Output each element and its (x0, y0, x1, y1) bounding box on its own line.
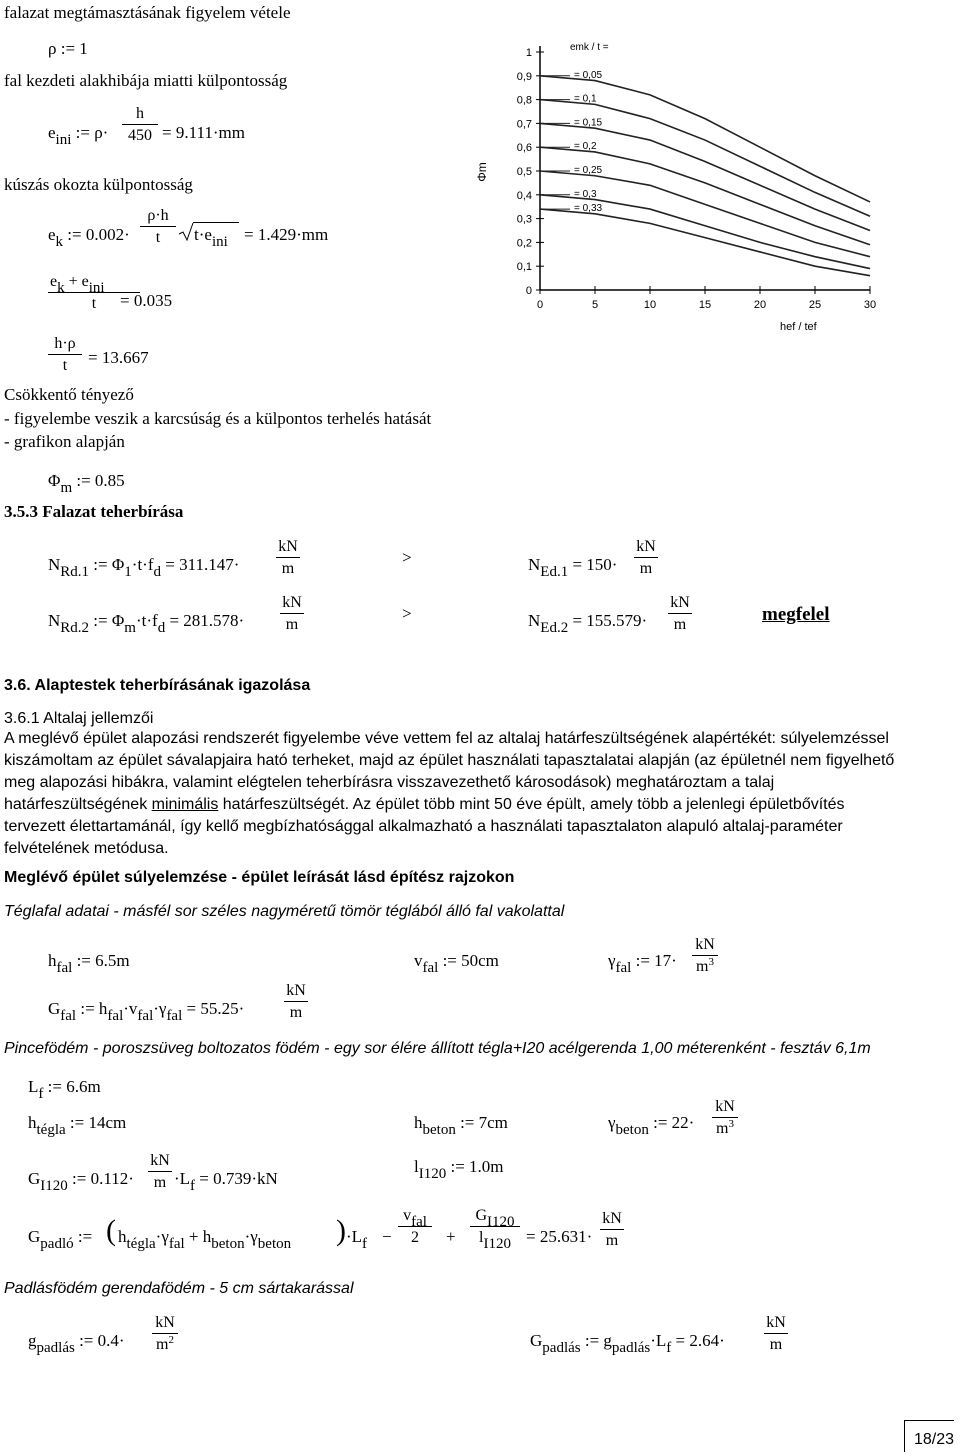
ratio-eccentricity-fraction: ek + eini t (48, 274, 140, 312)
ek-equation: ek := 0.002· (48, 225, 130, 250)
Gpadlo-minus: − (382, 1227, 392, 1246)
ek-result: = 1.429·mm (244, 225, 329, 244)
sqrt-sign (178, 222, 194, 242)
chart-x-tick-label: 0 (536, 299, 544, 311)
nrd2-gt: > (402, 604, 412, 623)
chart-x-tick-label: 20 (753, 299, 767, 311)
chart-y-tick-label: 0,6 (516, 142, 532, 155)
reduce-line-2: - grafikon alapján (4, 432, 125, 451)
chart-y-tick-label: 0,3 (516, 213, 532, 226)
chart-y-tick-label: 0,9 (516, 70, 532, 83)
htegla-definition: htégla := 14cm (28, 1113, 127, 1138)
chart-x-label: hef / tef (780, 321, 817, 333)
chart-series-line (540, 209, 870, 276)
chart-y-tick-label: 1 (525, 47, 532, 59)
basement-floor-title: Pincefödém - poroszsüveg boltozatos födém - egy sor élére állított tégla+I20 acélgerenda 1,00 méterenként - fesztáv 6,1m (4, 1040, 871, 1057)
page-number: 18/23 (904, 1420, 954, 1452)
vfal-definition: vfal := 50cm (414, 951, 499, 976)
eini-equation: eini := ρ· (48, 123, 109, 148)
Gpadlo-close-paren: ) (336, 1214, 346, 1247)
chart-legend-title: emk / t = (570, 42, 609, 53)
Gpadlo-inner: htégla·γfal + hbeton·γbeton (118, 1227, 292, 1252)
chart-x-tick-label: 30 (863, 299, 877, 311)
chart-legend-label: = 0,33 (574, 203, 603, 215)
ned2-equation: NEd.2 = 155.579· (528, 611, 648, 636)
section-361-title: 3.6.1 Altalaj jellemzői (4, 710, 154, 727)
Gpadlas-equation: Gpadlás := gpadlás·Lf = 2.64· (530, 1331, 725, 1356)
GI120-unit: $\frac{kN}{m}$ (148, 1153, 172, 1191)
section-353-title: 3.5.3 Falazat teherbírása (4, 502, 184, 521)
Gpadlo-fraction-vfal: vfal 2 (398, 1208, 432, 1246)
rho-definition: ρ := 1 (48, 39, 88, 58)
chart-y-tick-label: 0,8 (516, 94, 532, 107)
Gpadlo-plus: + (446, 1227, 456, 1246)
chart-legend-label: = 0,25 (574, 165, 603, 176)
ek-root-content: t·eini (194, 225, 228, 250)
Gpadlo-result: = 25.631· (526, 1227, 593, 1246)
ek-fraction: $\frac{\rho\cdot h}{t}$ (140, 208, 176, 246)
lI120-definition: lI120 := 1.0m (414, 1157, 504, 1182)
chart-y-tick-label: 0 (525, 285, 532, 297)
hfal-definition: hfal := 6.5m (48, 951, 130, 976)
GI120-tail: ·Lf = 0.739·kN (174, 1169, 278, 1194)
section-36-title: 3.6. Alaptestek teherbírásának igazolása (4, 677, 311, 694)
Gpadlo-lhs: Gpadló := (28, 1227, 93, 1252)
Gfal-equation: Gfal := hfal·vfal·γfal = 55.25· (48, 999, 245, 1024)
reduce-line-1: - figyelembe veszik a karcsúság és a külpontos terhelés hatását (4, 409, 432, 428)
Gpadlo-open-paren: ( (106, 1214, 116, 1247)
Gpadlo-unit: $\frac{kN}{m}$ (600, 1211, 624, 1249)
gammabeton-definition: γbeton := 22· (608, 1113, 695, 1138)
Lf-definition: Lf := 6.6m (28, 1077, 101, 1102)
chart-y-tick-label: 0,1 (516, 261, 532, 274)
nrd2-unit: $\frac{kN}{m}$ (280, 595, 304, 633)
wall-data-title: Téglafal adatai - másfél sor széles nagyméretű tömör téglából álló fal vakolattal (4, 903, 565, 920)
ned1-unit: $\frac{kN}{m}$ (634, 539, 658, 577)
verdict-label: megfelel (762, 604, 830, 625)
phi-chart (462, 40, 956, 340)
gammafal-definition: γfal := 17· (608, 951, 677, 976)
chart-x-tick-label: 5 (591, 299, 599, 311)
nrd1-unit: $\frac{kN}{m}$ (276, 539, 300, 577)
ned1-equation: NEd.1 = 150· (528, 555, 618, 580)
eini-result: = 9.111·mm (162, 123, 245, 142)
gpadlas-unit: $\frac{kN}{m^2}$ (152, 1315, 178, 1353)
reduce-title: Csökkentő tényező (4, 385, 134, 404)
Gfal-unit: $\frac{kN}{m}$ (284, 983, 308, 1021)
Gpadlo-lf: ·Lf (346, 1227, 368, 1252)
chart-y-label: Φm (475, 162, 489, 182)
chart-y-tick-label: 0,7 (516, 118, 532, 131)
phi-definition: Φm := 0.85 (48, 471, 125, 496)
chart-x-tick-label: 10 (643, 299, 657, 311)
chart-x-tick-label: 25 (808, 299, 822, 311)
chart-x-tick-label: 15 (698, 299, 712, 311)
section-title-bracing: falazat megtámasztásának figyelem vétele (4, 3, 291, 22)
gammabeton-unit: $\frac{kN}{m^3}$ (712, 1099, 738, 1137)
gammafal-unit: $\frac{kN}{m^3}$ (692, 937, 718, 975)
gpadlas-definition: gpadlás := 0.4· (28, 1331, 125, 1356)
nrd1-gt: > (402, 548, 412, 567)
Gpadlas-unit: $\frac{kN}{m}$ (764, 1315, 788, 1353)
hbeton-definition: hbeton := 7cm (414, 1113, 508, 1138)
Gpadlo-fraction-GI120: $\frac{GI120}{lI120}$ (470, 1208, 520, 1246)
chart-y-tick-label: 0,4 (516, 189, 532, 202)
ned2-unit: $\frac{kN}{m}$ (668, 595, 692, 633)
ratio-slenderness-fraction: $\frac{h\cdot\rho}{t}$ (48, 336, 82, 374)
eini-fraction: $\frac{h}{450}$ (122, 106, 158, 144)
chart-legend-label: = 0,15 (574, 117, 603, 129)
chart-legend-label: = 0,2 (574, 141, 597, 153)
ratio-slenderness-result: = 13.667 (88, 348, 149, 367)
chart-y-tick-label: 0,5 (516, 166, 532, 178)
nrd1-equation: NRd.1 := Φ1·t·fd = 311.147· (48, 555, 240, 580)
load-analysis-title: Meglévő épület súlyelemzése - épület leírását lásd építész rajzokon (4, 869, 515, 886)
chart-legend-label: = 0,3 (574, 188, 597, 200)
sqrt-bar (193, 222, 239, 223)
attic-floor-title: Padlásfödém gerendafödém - 5 cm sártakarással (4, 1280, 354, 1297)
chart-legend-label: = 0,1 (574, 93, 597, 105)
chart-legend-label: = 0,05 (574, 69, 603, 81)
chart-y-tick-label: 0,2 (516, 237, 532, 250)
GI120-equation: GI120 := 0.112· (28, 1169, 134, 1194)
soil-paragraph: A meglévő épület alapozási rendszerét figyelembe véve vettem fel az altalaj határfeszültségének alapértékét: súlyelemzéssel kiszámoltam az épület sávalapjaira ható terheket, majd az épület használati tapasztalatai alapján (az épületnél nem figyelhető meg alapozási hibákra, valamint elégtelen teherbírásra visszavezethető károsodások) meghatároztam a talaj határfeszültségének minimális határfeszültségét. Az épület több mint 50 éve épült, amely több a jelenlegi épületbővítés tervezett élettartamánál, így kellő megbízhatósággal alkalmazható a használati tapasztalaton alapuló altalaj-paraméter felvételének metódusa. (4, 730, 895, 857)
ratio-eccentricity-result: = 0.035 (120, 291, 173, 310)
creep-title: kúszás okozta külpontosság (4, 175, 193, 194)
nrd2-equation: NRd.2 := Φm·t·fd = 281.578· (48, 611, 245, 636)
eccentricity-title: fal kezdeti alakhibája miatti külpontosság (4, 71, 288, 90)
